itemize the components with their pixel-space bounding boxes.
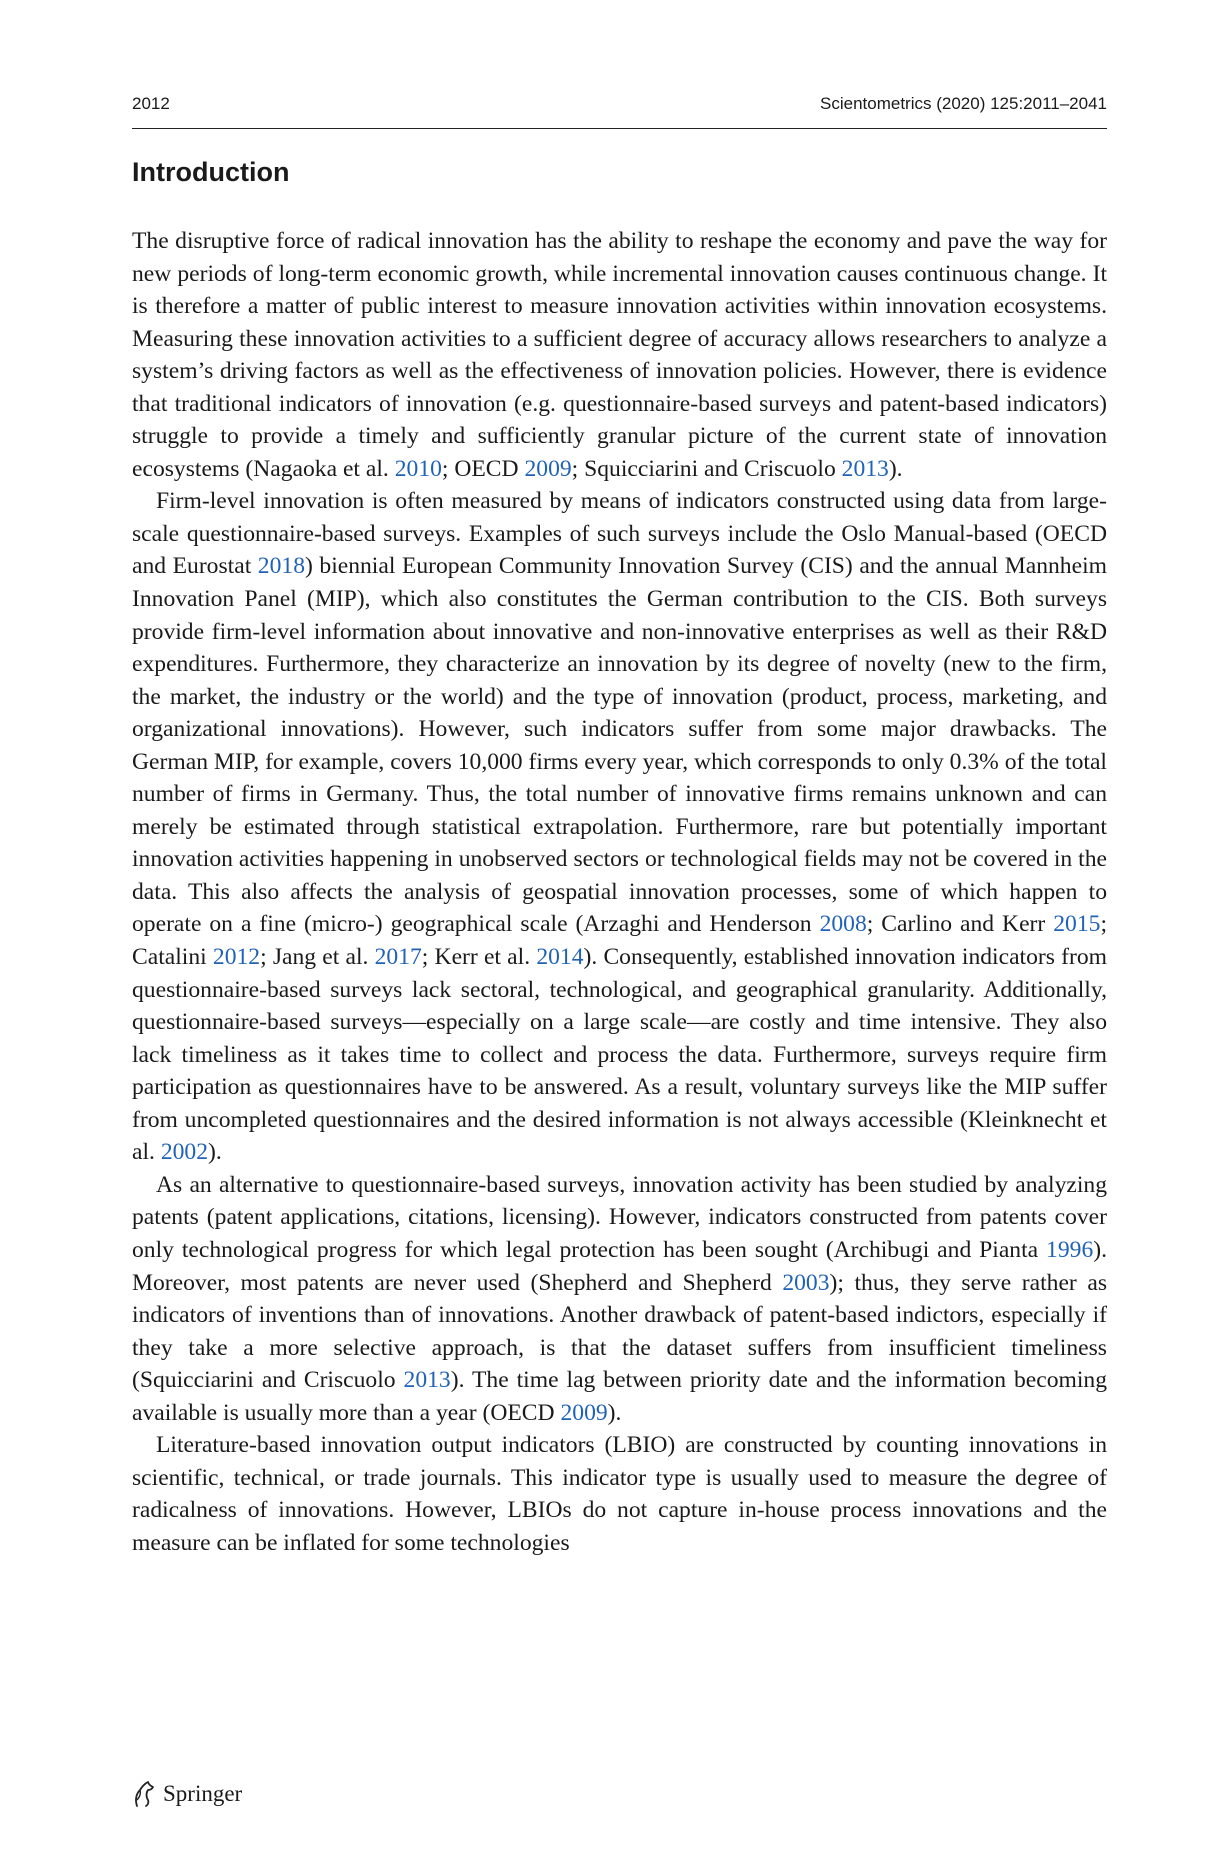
paragraph-text: Literature-based innovation output indicators (LBIO) are constructed by counting innovations in scientific, technical, or trade journals. This indicator type is usually used to measure the degree of radicalness of innovations. However, LBIOs do not capture in-house process innovations and the measure can be inflated for some technologies	[132, 1432, 1107, 1556]
paragraph-text: Firm-level innovation is often measured by means of indicators constructed using data from large-scale questionnaire-based surveys. Examples of such surveys include the Oslo Manual-based (OECD and Eurostat	[132, 488, 1107, 580]
paragraph-text: ; OECD	[441, 455, 525, 482]
page-number: 2012	[132, 94, 170, 113]
paragraph-text: ).	[208, 1139, 222, 1166]
citation-link[interactable]: 2008	[819, 911, 867, 938]
journal-citation: Scientometrics (2020) 125:2011–2041	[820, 94, 1107, 113]
paragraph	[132, 1429, 1107, 1559]
paragraph-text: ). Consequently, established innovation indicators from questionnaire-based surveys lack sectoral, technological, and geographical granularity. Additionally, questionnaire-based surveys—especially on a large scale—are costly and time intensive. They also lack timeliness as it takes time to collect and process the data. Furthermore, surveys require firm participation as questionnaires have to be answered. As a result, voluntary surveys like the MIP suffer from uncompleted questionnaires and the desired information is not always accessible (Kleinknecht et al.	[132, 944, 1107, 1166]
paragraph	[132, 1169, 1107, 1429]
citation-link[interactable]: 2018	[257, 553, 305, 580]
paragraph-text: ; Kerr et al.	[421, 944, 537, 971]
paragraph-text: ). The time lag between priority date and the information becoming available is usually more than a year (OECD	[132, 1367, 1107, 1426]
citation-link[interactable]: 2010	[394, 455, 442, 482]
citation-link[interactable]: 2014	[536, 944, 584, 971]
paragraph-text: ). Moreover, most patents are never used (Shepherd and Shepherd	[132, 1236, 1107, 1296]
paragraph-text: ); thus, they serve rather as indicators of inventions than of innovations. Another drawback of patent-based indictors, especially if they take a more selective approach, is that the dataset suffers from insufficient timeliness (Squicciarini and Criscuolo	[132, 1269, 1107, 1394]
citation-link[interactable]: 1996	[1046, 1236, 1094, 1263]
paragraph-text: ; Carlino and Kerr	[866, 911, 1054, 938]
citation-link[interactable]: 2009	[560, 1399, 608, 1426]
section-title: Introduction	[132, 157, 290, 187]
citation-link[interactable]: 2003	[782, 1269, 830, 1296]
springer-horse-icon	[131, 1780, 157, 1808]
paragraph-text: ).	[888, 455, 903, 482]
citation-link[interactable]: 2012	[212, 944, 261, 971]
running-header	[132, 92, 1107, 129]
citation-link[interactable]: 2013	[403, 1367, 451, 1394]
body-text	[132, 225, 1107, 1559]
paragraph-text: ; Catalini	[132, 911, 1107, 971]
paragraph-text: ) biennial European Community Innovation Survey (CIS) and the annual Mannheim Innovation Panel (MIP), which also constitutes the German contribution to the CIS. Both surveys provide firm-level information about innovative and non-innovative enterprises as well as their R&D expenditures. Furthermore, they characterize an innovation by its degree of novelty (new to the firm, the market, the industry or the world) and the type of innovation (product, process, marketing, and organizational innovations). However, such indicators suffer from some major drawbacks. The German MIP, for example, covers 10,000 firms every year, which corresponds to only 0.3% of the total number of firms in Germany. Thus, the total number of innovative firms remains unknown and can merely be estimated through statistical extrapolation. Furthermore, rare but potentially important innovation activities happening in unobserved sectors or technological fields may not be covered in the data. This also affects the analysis of geospatial innovation processes, some of which happen to operate on a fine (micro-) geographical scale (Arzaghi and Henderson	[132, 553, 1107, 938]
paragraph	[132, 485, 1107, 1168]
paragraph-text: The disruptive force of radical innovation has the ability to reshape the economy and pave the way for new periods of long-term economic growth, while incremental innovation causes continuous change. It is therefore a matter of public interest to measure innovation activities within innovation ecosystems. Measuring these innovation activities to a sufficient degree of accuracy allows researchers to analyze a system’s driving factors as well as the effectiveness of innovation policies. However, there is evidence that traditional indicators of innovation (e.g. questionnaire-based surveys and patent-based indicators) struggle to provide a timely and sufficiently granular picture of the current state of innovation ecosystems (Nagaoka et al.	[132, 228, 1107, 482]
paragraph-text: ; Jang et al.	[260, 944, 375, 971]
paragraph-text: ; Squicciarini and Criscuolo	[571, 455, 842, 482]
citation-link[interactable]: 2017	[374, 944, 422, 971]
citation-link[interactable]: 2015	[1053, 911, 1101, 938]
citation-link[interactable]: 2002	[160, 1139, 209, 1166]
citation-link[interactable]: 2013	[841, 455, 889, 482]
paragraph-text: ).	[607, 1399, 622, 1426]
publisher-footer	[131, 1780, 242, 1808]
publisher-name: Springer	[163, 1781, 243, 1806]
citation-link[interactable]: 2009	[524, 455, 572, 482]
paragraph	[132, 225, 1107, 485]
paragraph-text: As an alternative to questionnaire-based surveys, innovation activity has been studied by analyzing patents (patent applications, citations, licensing). However, indicators constructed from patents cover only technological progress for which legal protection has been sought (Archibugi and Pianta	[132, 1171, 1107, 1263]
